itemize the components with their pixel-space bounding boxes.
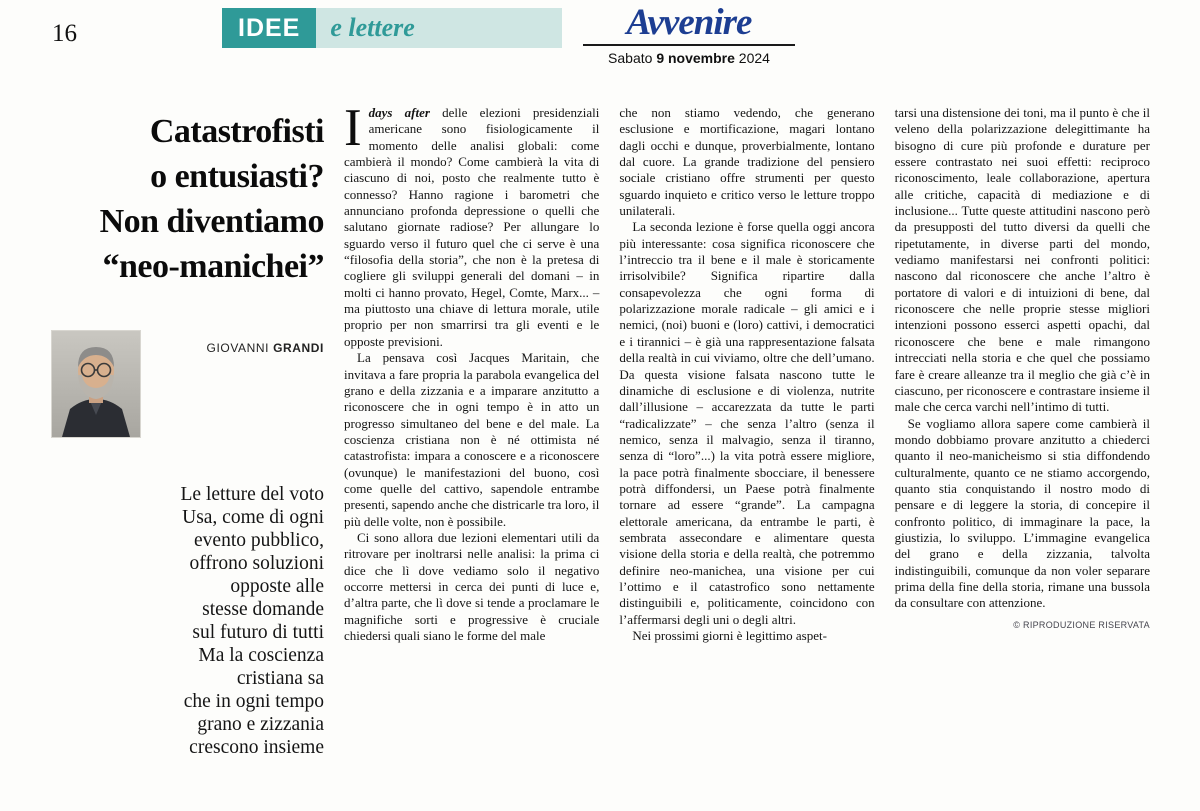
headline-line: o entusiasti? xyxy=(150,158,324,195)
body-paragraph xyxy=(344,99,600,350)
masthead-logo: Avvenire xyxy=(626,2,752,43)
headline xyxy=(52,109,324,289)
section-sublabel: e lettere xyxy=(330,13,415,42)
byline-first-name: GIOVANNI xyxy=(206,341,270,355)
section-sublabel-band xyxy=(316,8,562,48)
standfirst xyxy=(52,483,324,759)
author-row xyxy=(52,331,324,437)
standfirst-line: evento pubblico, xyxy=(194,530,324,551)
section-label: IDEE xyxy=(238,13,301,42)
section-strip xyxy=(222,8,562,48)
standfirst-line: sul futuro di tutti xyxy=(192,622,324,643)
standfirst-line: opposte alle xyxy=(230,576,324,597)
byline xyxy=(207,331,324,355)
masthead-block xyxy=(583,4,795,66)
standfirst-line: stesse domande xyxy=(202,599,324,620)
date-daynum: 9 novembre xyxy=(656,49,735,66)
body-paragraph: La seconda lezione è forse quella oggi ancora più interessante: cosa significa riconoscere che l’intreccio tra il bene e il male è storicamente irrisolvibile? Significa ripartire dalla consapevolezza che ogni forma di polarizzazione morale radicale – gli amici e i nemici, (noi) buoni e (loro) cattivi, i democratici e i tirannici – è già una rappresentazione falsata della realtà in cui viviamo, oltre che dell’umano. Da questa visione falsata nascono tutte le dinamiche di esclusione e di violenza, nutrite dall’illusione – accarezzata da tutte le parti “radicalizzate” – che senza l’altro (senza il nemico, senza il malvagio, senza il tiranno, senza di “loro”...) la vita potrà essere migliore, la pace potrà finalmente sbocciare, il benessere potrà diffondersi, un Paese potrà finalmente tornare ad essere “grande”. La campagna elettorale americana, da entrambe le parti, è sembrata assecondare e alimentare questa visione della storia e della realtà, che potremmo definire neo-manichea, una visione per cui l’ottimo e il catastrofico sono nettamente distinguibili e, politicamente, coincidono con l’affermarsi degli uni o degli altri. xyxy=(619,219,875,627)
date-year: 2024 xyxy=(738,49,770,66)
standfirst-line: che in ogni tempo xyxy=(183,691,324,712)
copyright-notice: © RIPRODUZIONE RISERVATA xyxy=(1013,619,1150,630)
author-photo xyxy=(52,331,140,437)
standfirst-line: cristiana sa xyxy=(236,668,324,689)
body-column-2 xyxy=(619,105,874,759)
body-paragraph: che non stiamo vedendo, che generano esclusione e mortificazione, magari lontano dagli occhi e dunque, proverbialmente, lontano dal cuore. La grande tradizione del pensiero sociale cristiano offre strumenti per questo sguardo inquieto e critico verso le letture troppo unilaterali. xyxy=(619,105,875,219)
body-paragraph: Nei prossimi giorni è legittimo aspet- xyxy=(632,628,827,643)
lede-column xyxy=(52,105,324,759)
standfirst-line: grano e zizzania xyxy=(197,714,324,735)
date-day: Sabato xyxy=(608,49,653,66)
article xyxy=(0,86,1200,759)
page-header xyxy=(0,0,1200,86)
issue-date xyxy=(583,44,795,66)
drop-cap: I xyxy=(344,99,362,157)
section-badge xyxy=(222,8,316,48)
standfirst-line: crescono insieme xyxy=(189,737,324,758)
body-paragraph: tarsi una distensione dei toni, ma il punto è che il veleno della polarizzazione delegittimante ha bisogno di cure più profonde e durature per essere contrastato nei suoi effetti: reciproco riconoscimento, leale collaborazione, apertura alle critiche, capacità di mediazione e di inclusione... Tutte queste attitudini nascono però da presupposti del tutto diversi da quelli che ripetutamente, in diverse parti del mondo, vediamo manifestarsi nei confronti politici: nascono dal riconoscere che anche l’altro è portatore di valori e di intuizioni di bene, dal riconoscere che nelle proprie stesse migliori intenzioni possono esserci aspetti opachi, dal riconoscere che bene e male rimangono intrecciati nella storia e che quel che possiamo fare è creare alleanze tra il meglio che già c’è in ciascuno, per riconoscere e contrastare insieme il male che cerca varchi nell’intimo di tutti. xyxy=(894,105,1150,415)
standfirst-line: offrono soluzioni xyxy=(189,553,324,574)
headline-line: Non diventiamo xyxy=(99,203,324,240)
body-paragraph: La pensava così Jacques Maritain, che invitava a fare propria la parabola evangelica del grano e della zizzania e a imparare anzitutto a riconoscere che in ogni tempo è in atto un progresso simultaneo del bene e del male. La coscienza cristiana non è né ottimista né catastrofista: impara a conoscere e a riconoscere (ovunque) le manifestazioni del buono, così come quelle del cattivo, sapendole entrambe presenti, sapendo anche che districarle tra loro, il più delle volte, non è possibile. xyxy=(344,350,600,529)
page-number: 16 xyxy=(52,20,77,47)
body-paragraph: Se vogliamo allora sapere come cambierà il mondo dobbiamo provare anzitutto a chiederci quanto il neo-manicheismo si stia diffondendo culturalmente, quanto ce ne stiamo accorgendo, quanto stia conquistando il nostro modo di pensare e di leggere la storia, di concepire il confronto politico, di immaginare la pace, la giustizia, lo sviluppo. L’immagine evangelica del grano e della zizzania, talvolta indistinguibili, comunque da non voler separare prima della fine della storia, rimane una bussola da consultare con attenzione. xyxy=(894,415,1150,611)
paragraph-text: delle elezioni presidenziali americane sono fisiologicamente il momento delle analisi globali: come cambierà il mondo? Come cambierà la vita di ciascuno di noi, posto che realmente tutto è connesso? Hanno ragione i barometri che annunciano profonda depressione o quelli che salutano giornate radiose? Per allungare lo sguardo verso il futuro quel che ci serve è una “filosofia della storia”, che non è la pretesa di cogliere gli sviluppi generali del domani – in molti ci hanno provato, Hegel, Comte, Marx... – ma piuttosto una chiave di lettura morale, utile proprio per non smarrirsi tra gli eventi e le opposte previsioni. xyxy=(344,105,600,349)
lead-in-phrase: days after xyxy=(368,105,430,120)
headline-line: “neo-manichei” xyxy=(102,248,324,285)
body-column-3 xyxy=(895,105,1150,759)
headline-line: Catastrofisti xyxy=(149,113,324,150)
standfirst-line: Le letture del voto xyxy=(180,484,324,505)
body-paragraph: Ci sono allora due lezioni elementari utili da ritrovare per inoltrarsi nelle analisi: la prima ci dice che lì dove vediamo solo il negativo occorre mettersi in cerca dei punti di luce e, d’altra parte, che lì dove si tende a proclamare le magnifiche sorti e progressive è cruciale chiedersi quali siano le forme del male xyxy=(344,529,600,643)
standfirst-line: Ma la coscienza xyxy=(198,645,324,666)
standfirst-line: Usa, come di ogni xyxy=(182,507,324,528)
body-column-1 xyxy=(344,99,600,759)
byline-last-name: GRANDI xyxy=(273,341,324,355)
